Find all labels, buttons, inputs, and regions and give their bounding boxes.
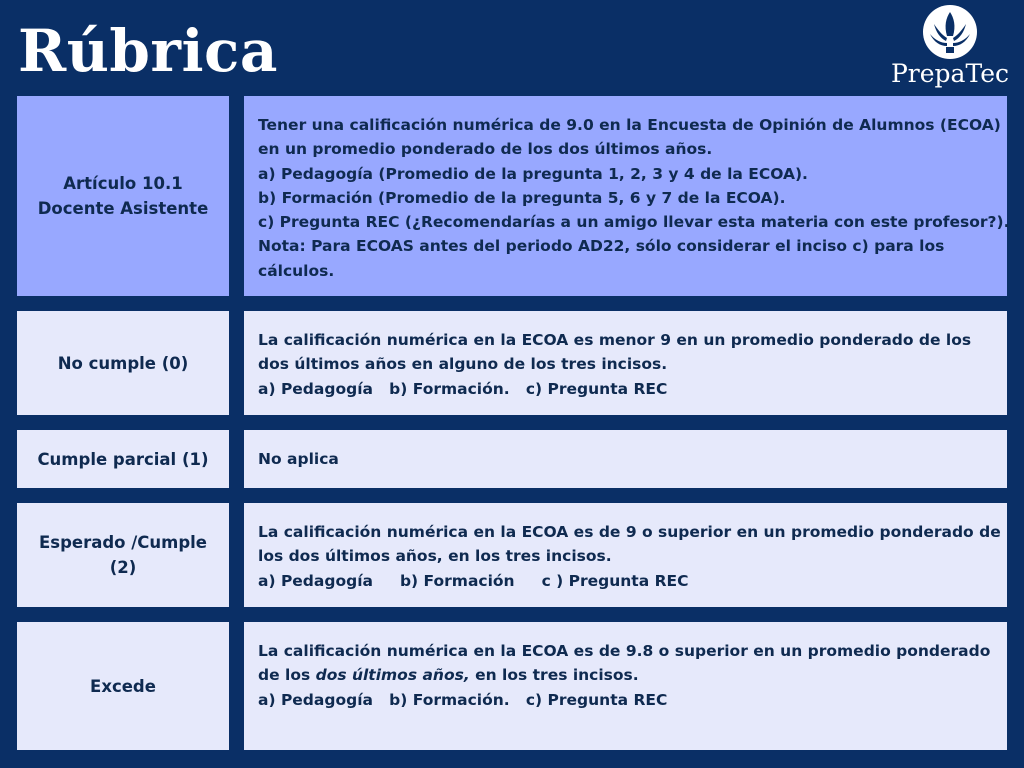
description-line: b) Formación (Promedio de la pregunta 5, 6 y 7 de la ECOA). <box>258 188 786 207</box>
criterion-line: Excede <box>90 676 156 696</box>
rubric-row-articulo <box>17 96 1010 296</box>
description-line: dos últimos años en alguno de los tres incisos. <box>258 355 668 374</box>
description-line: La calificación numérica en la ECOA es de 9 o superior en un promedio ponderado de <box>258 523 1001 541</box>
description-line: a) Pedagogía b) Formación. c) Pregunta REC <box>258 379 668 398</box>
description-text: en los tres incisos. <box>469 666 639 685</box>
rubric-description-cell <box>244 622 1007 750</box>
rubric-description-cell <box>244 311 1007 415</box>
rubric-row-excede <box>17 622 1007 750</box>
description-line: La calificación numérica en la ECOA es de 9.8 o superior en un promedio ponderado <box>258 642 991 660</box>
rubric-criterion-cell <box>17 622 229 750</box>
description-line: los dos últimos años, en los tres incisos. <box>258 547 612 566</box>
description-line <box>258 663 993 687</box>
rubric-criterion-cell <box>17 96 229 296</box>
rubric-criterion-cell <box>17 430 229 488</box>
description-line: a) Pedagogía b) Formación. c) Pregunta REC <box>258 690 668 709</box>
description-line: Tener una calificación numérica de 9.0 en la Encuesta de Opinión de Alumnos (ECOA) <box>258 116 1001 134</box>
description-text: de los <box>258 666 316 685</box>
description-line: Nota: Para ECOAS antes del periodo AD22, sólo considerar el inciso c) para los <box>258 237 945 256</box>
rubric-row-cumple-parcial <box>17 430 1007 488</box>
criterion-line: (2) <box>109 558 137 577</box>
description-line: La calificación numérica en la ECOA es menor 9 en un promedio ponderado de los <box>258 331 972 349</box>
description-line: en un promedio ponderado de los dos últimos años. <box>258 140 713 159</box>
description-line: a) Pedagogía b) Formación c ) Pregunta REC <box>258 571 689 590</box>
criterion-line: No cumple (0) <box>57 353 189 373</box>
prepatec-logo <box>890 4 1010 96</box>
description-line: a) Pedagogía (Promedio de la pregunta 1, 2, 3 y 4 de la ECOA). <box>258 164 808 183</box>
rubric-description-cell <box>244 96 1010 296</box>
rubric-description-cell <box>244 430 1007 488</box>
description-line: cálculos. <box>258 261 335 280</box>
description-emphasis: dos últimos años, <box>315 666 470 685</box>
page-title: Rúbrica <box>18 17 278 85</box>
rubric-description-cell <box>244 503 1007 607</box>
rubric-row-no-cumple <box>17 311 1007 415</box>
rubric-criterion-cell <box>17 311 229 415</box>
torch-emblem-icon <box>920 4 980 60</box>
rubric-row-esperado <box>17 503 1007 607</box>
criterion-line: Cumple parcial (1) <box>37 449 209 469</box>
rubric-criterion-cell <box>17 503 229 607</box>
description-line: c) Pregunta REC (¿Recomendarías a un amigo llevar esta materia con este profesor?). <box>258 213 1010 232</box>
criterion-line: Esperado /Cumple <box>39 533 207 552</box>
description-line: No aplica <box>258 449 339 468</box>
criterion-line: Docente Asistente <box>37 199 209 218</box>
criterion-line: Artículo 10.1 <box>63 174 183 193</box>
logo-wordmark: PrepaTec <box>890 59 1009 88</box>
